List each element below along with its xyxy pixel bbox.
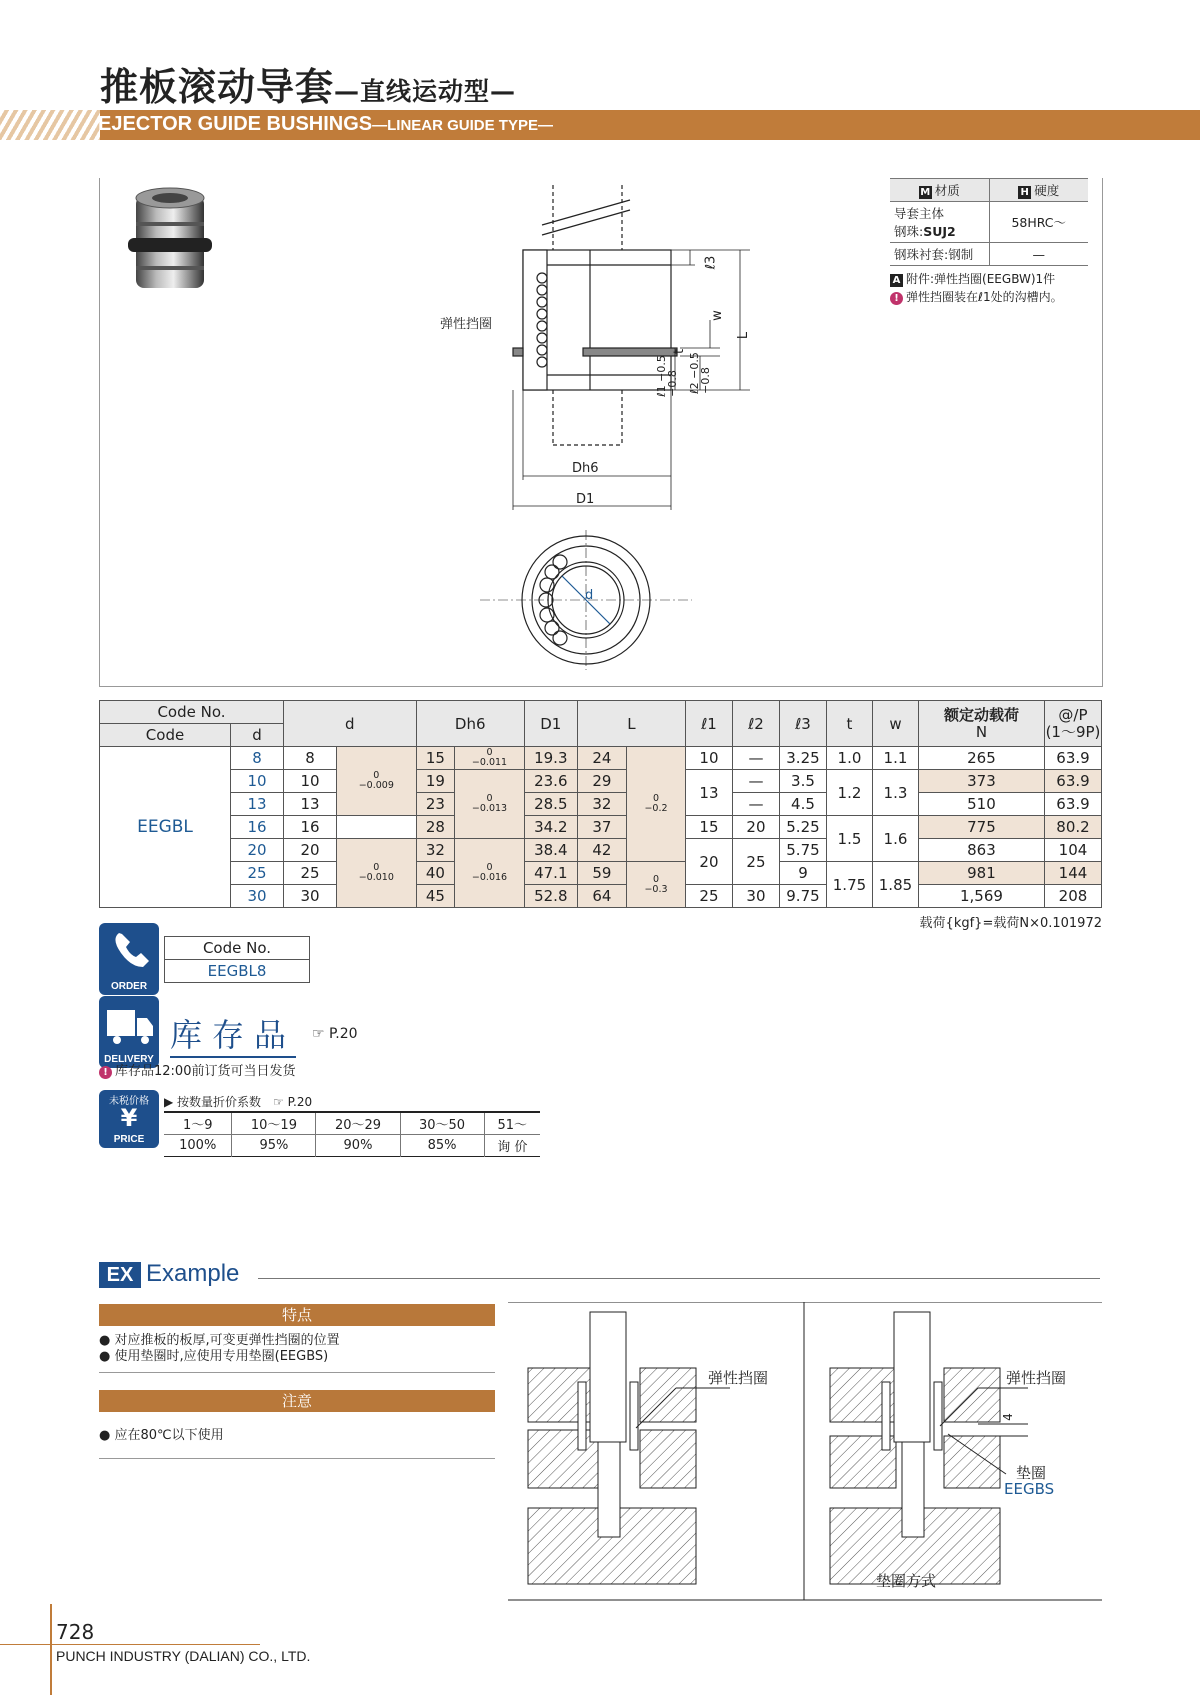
material-header-label: 材质: [934, 183, 960, 198]
example-rule: [258, 1278, 1100, 1279]
cell-price: 80.2: [1044, 816, 1101, 839]
type-code: EEGBL: [100, 747, 231, 908]
divider: [99, 1372, 495, 1373]
warning-icon: !: [890, 292, 903, 305]
fig2-washer-code: EEGBS: [1004, 1480, 1055, 1498]
cell-load: 981: [918, 862, 1044, 885]
L-tol-b-top: 0: [652, 873, 659, 885]
title-cn: 推板滚动导套: [100, 65, 335, 109]
cell-load: 373: [918, 770, 1044, 793]
cell-d1: 19.3: [524, 747, 577, 770]
fig2-washer: 垫圈: [1016, 1464, 1047, 1482]
header-code: Code: [100, 724, 231, 747]
fig1-label: 弹性挡圈: [708, 1369, 769, 1387]
header-l3: ℓ3: [779, 701, 826, 747]
rate-cell: 询 价: [497, 1140, 528, 1155]
cell-price: 144: [1044, 862, 1101, 885]
cell-l3: 9.75: [779, 885, 826, 908]
warning-icon: !: [99, 1066, 112, 1079]
d-tol-blank: [337, 816, 417, 839]
header-price: [1044, 701, 1101, 747]
rate-cell: 100%: [164, 1135, 232, 1157]
d-tol-a: [337, 747, 417, 816]
d-tol-b: [337, 839, 417, 908]
d-tol-b-bot: −0.010: [358, 872, 394, 883]
table-row: [100, 862, 1102, 885]
header-load: [918, 701, 1044, 747]
material-table: [890, 178, 1088, 266]
price-title-text: 按数量折价系数: [177, 1095, 262, 1109]
truck-icon: [99, 996, 159, 1051]
feature-text: 对应推板的板厚,可变更弹性挡圈的位置: [114, 1333, 340, 1348]
delivery-icon: [99, 996, 159, 1068]
dim-l1-tol-lower: −0.8: [665, 370, 679, 397]
dim-l2-tol-upper: −0.5: [687, 352, 701, 379]
dim-l1-tol-upper: −0.5: [654, 355, 668, 382]
cell-L: 64: [577, 885, 626, 908]
header-L: L: [577, 701, 685, 747]
qty-cell: 51〜: [497, 1118, 528, 1133]
cell-d: 13: [284, 793, 337, 816]
cell-price: 63.9: [1044, 747, 1101, 770]
cell-l3: 5.75: [779, 839, 826, 862]
cell-dh6: 19: [416, 770, 455, 793]
L-tol-a: [627, 747, 686, 862]
dh6-tol-c-top: 0: [486, 862, 493, 873]
d-tol-a-bot: −0.009: [358, 780, 394, 791]
cell-price: 104: [1044, 839, 1101, 862]
cell-L: 24: [577, 747, 626, 770]
header-t: t: [826, 701, 872, 747]
cell-t: 1.5: [826, 816, 872, 862]
header-dh6: Dh6: [416, 701, 524, 747]
dim-l1-symbol: ℓ1: [654, 385, 668, 397]
header-price-label: @/P: [1058, 705, 1088, 724]
header-d1: D1: [524, 701, 577, 747]
cell-L: 29: [577, 770, 626, 793]
price-icon-label: PRICE: [113, 1134, 145, 1145]
dh6-tol-a-top: 0: [486, 747, 493, 758]
cell-d1: 52.8: [524, 885, 577, 908]
cell-L: 32: [577, 793, 626, 816]
cell-l2: —: [732, 747, 779, 770]
delivery-note-text: 库存品12:00前订货可当日发货: [115, 1064, 296, 1079]
example-drawings: [508, 1302, 1102, 1602]
footer-rule-h: [0, 1644, 260, 1645]
cell-l3: 5.25: [779, 816, 826, 839]
L-tol-b-bot: −0.3: [644, 883, 668, 895]
dh6-tol-c: [455, 839, 525, 908]
qty-cell: 30〜50: [400, 1112, 484, 1135]
cell-l3: 3.25: [779, 747, 826, 770]
header-code-no: Code No.: [100, 701, 284, 724]
cell-L: 59: [577, 862, 626, 885]
dim-w: w: [709, 310, 725, 321]
cell-price: 208: [1044, 885, 1101, 908]
cell-t: 1.0: [826, 747, 872, 770]
material-row1-line2: 钢珠:: [894, 224, 924, 239]
cell-load: 863: [918, 839, 1044, 862]
dh6-tol-c-bot: −0.016: [471, 872, 508, 883]
dim-l2-tol-lower: −0.8: [698, 367, 712, 394]
features-title: 特点: [99, 1304, 495, 1326]
cell-price: 63.9: [1044, 793, 1101, 816]
order-code-table: [164, 936, 310, 983]
cell-d1: 47.1: [524, 862, 577, 885]
delivery-page-ref[interactable]: ☞ P.20: [312, 1026, 358, 1042]
cell-l3: 9: [779, 862, 826, 885]
cell-dh6: 28: [416, 816, 455, 839]
size-option[interactable]: 8: [231, 747, 284, 770]
cell-dh6: 32: [416, 839, 455, 862]
delivery-note: [99, 1060, 295, 1079]
cell-l1: 15: [685, 816, 732, 839]
phone-icon: [99, 923, 159, 978]
material-note1: [890, 270, 1088, 287]
price-icon: [99, 1090, 159, 1148]
dh6-tol-a-bot: −0.011: [471, 757, 508, 768]
qty-cell: 10〜19: [232, 1112, 316, 1135]
header-load-unit: N: [975, 722, 988, 741]
cell-dh6: 15: [416, 747, 455, 770]
order-code-label: Code No.: [165, 937, 310, 960]
size-option[interactable]: 13: [231, 793, 284, 816]
header-l2: ℓ2: [732, 701, 779, 747]
delivery-page-ref-text: P.20: [329, 1026, 358, 1042]
snap-ring-label: 弹性挡圈: [440, 317, 493, 332]
table-row: [100, 770, 1102, 793]
fig2-caption: 垫圈方式: [876, 1572, 937, 1590]
order-code-value[interactable]: EEGBL8: [165, 960, 310, 983]
cell-t: 1.2: [826, 770, 872, 816]
material-note2-text: 弹性挡圈装在ℓ1处的沟槽内。: [906, 290, 1063, 304]
cell-load: 510: [918, 793, 1044, 816]
page-title: [100, 56, 516, 111]
dh6-tol-b-top: 0: [486, 793, 493, 804]
cell-d: 30: [284, 885, 337, 908]
hardness-header-label: 硬度: [1034, 183, 1060, 198]
cell-price: 63.9: [1044, 770, 1101, 793]
cell-w: 1.6: [872, 816, 918, 862]
cell-d: 16: [284, 816, 337, 839]
price-icon-top: 未税价格: [109, 1096, 149, 1107]
cell-load: 1,569: [918, 885, 1044, 908]
rate-cell: 85%: [400, 1135, 484, 1157]
dim-L: L: [736, 331, 752, 340]
dh6-tol-a: [455, 747, 525, 770]
title-en-sub: —LINEAR GUIDE TYPE—: [372, 117, 553, 134]
cell-d1: 23.6: [524, 770, 577, 793]
dim-t: t: [672, 348, 688, 355]
cell-d: 25: [284, 862, 337, 885]
dim-d: d: [585, 588, 594, 603]
caution-text: 应在80℃以下使用: [114, 1428, 224, 1443]
cell-l3: 4.5: [779, 793, 826, 816]
ex-badge: EX: [99, 1262, 141, 1288]
material-row2-hardness: —: [989, 243, 1088, 266]
qty-cell: 20〜29: [316, 1112, 400, 1135]
L-tol-a-bot: −0.2: [644, 803, 668, 814]
load-footnote: 载荷{kgf}=载荷N×0.101972: [919, 916, 1102, 931]
table-row: [100, 885, 1102, 908]
material-panel: [890, 178, 1088, 305]
order-icon: [99, 923, 159, 995]
size-option[interactable]: 16: [231, 816, 284, 839]
yen-icon: ¥: [120, 1104, 138, 1132]
feature-item: ● 使用垫圈时,应使用专用垫圈(EEGBS): [99, 1349, 329, 1364]
title-en: [98, 113, 553, 136]
cell-l3: 3.5: [779, 770, 826, 793]
header-l1: ℓ1: [685, 701, 732, 747]
cell-L: 37: [577, 816, 626, 839]
material-row2: 钢珠衬套:钢制: [890, 243, 989, 266]
material-icon: M: [920, 187, 931, 198]
cell-d1: 38.4: [524, 839, 577, 862]
fig2-label: 弹性挡圈: [1006, 1369, 1067, 1387]
table-row: [100, 816, 1102, 839]
price-page-ref[interactable]: P.20: [287, 1095, 313, 1109]
company-name: PUNCH INDUSTRY (DALIAN) CO., LTD.: [56, 1648, 311, 1664]
dim-dh6: Dh6: [572, 461, 599, 476]
table-row: [100, 747, 1102, 770]
cell-l1: 10: [685, 747, 732, 770]
table-row: [100, 839, 1102, 862]
cell-l2: 20: [732, 816, 779, 839]
cell-d: 20: [284, 839, 337, 862]
price-title: ▶ 按数量折价系数 ☞ P.20: [164, 1095, 313, 1109]
L-tol-b: [627, 862, 686, 908]
cell-w: 1.1: [872, 747, 918, 770]
hardness-icon: H: [1018, 186, 1031, 199]
dim-l3: ℓ3: [703, 255, 719, 270]
size-option[interactable]: 30: [231, 885, 284, 908]
dim-d1: D1: [576, 492, 595, 507]
header-load-label: 额定动载荷: [943, 705, 1019, 724]
stock-label: 库存品: [170, 1010, 296, 1058]
size-option[interactable]: 10: [231, 770, 284, 793]
L-tol-a-top: 0: [652, 793, 659, 804]
cell-l1: 20: [685, 839, 732, 885]
header-w: w: [872, 701, 918, 747]
cell-l2: 25: [732, 839, 779, 885]
cell-t: 1.75: [826, 862, 872, 908]
table-row: [100, 793, 1102, 816]
cell-d: 8: [284, 747, 337, 770]
cell-d: 10: [284, 770, 337, 793]
dim-l1: [656, 355, 678, 397]
title-en-main: EJECTOR GUIDE BUSHINGS: [98, 113, 373, 135]
cell-w: 1.85: [872, 862, 918, 908]
price-table: [164, 1111, 540, 1157]
cell-l2: —: [732, 793, 779, 816]
cell-d1: 34.2: [524, 816, 577, 839]
page-number: 728: [56, 1620, 95, 1644]
cell-d1: 28.5: [524, 793, 577, 816]
divider: [99, 1458, 495, 1459]
order-icon-label: ORDER: [110, 981, 148, 992]
rate-cell: 90%: [316, 1135, 400, 1157]
material-row1: [890, 202, 989, 243]
cell-load: 265: [918, 747, 1044, 770]
feature-text: 使用垫圈时,应使用专用垫圈(EEGBS): [114, 1349, 329, 1364]
cell-L: 42: [577, 839, 626, 862]
size-option[interactable]: 20: [231, 839, 284, 862]
caution-item: ● 应在80℃以下使用: [99, 1428, 224, 1443]
rate-cell: 95%: [232, 1135, 316, 1157]
header-code-d: d: [231, 724, 284, 747]
material-row1-hardness: 58HRC〜: [989, 202, 1088, 243]
cell-load: 775: [918, 816, 1044, 839]
product-photo: [128, 178, 228, 298]
cell-l2: 30: [732, 885, 779, 908]
fig2-dim: 4: [1000, 1413, 1015, 1421]
material-header: [890, 179, 989, 202]
material-note1-text: 附件:弹性挡圈(EEGBW)1件: [906, 272, 1056, 286]
cell-l2: —: [732, 770, 779, 793]
d-tol-b-top: 0: [373, 862, 380, 873]
header-price-sub: (1〜9P): [1045, 722, 1101, 741]
spec-table: [99, 700, 1102, 908]
qty-cell: 1〜9: [164, 1112, 232, 1135]
cell-dh6: 40: [416, 862, 455, 885]
dh6-tol-b-bot: −0.013: [471, 803, 508, 814]
d-tol-a-top: 0: [373, 770, 380, 781]
material-note2: [890, 288, 1088, 305]
delivery-icon-label: DELIVERY: [104, 1054, 154, 1065]
cell-dh6: 23: [416, 793, 455, 816]
footer-rule-v: [50, 1604, 52, 1695]
note-a-icon: A: [890, 274, 903, 287]
cell-l1: 25: [685, 885, 732, 908]
dh6-tol-b: [455, 770, 525, 839]
dim-l2-symbol: ℓ2: [687, 382, 701, 394]
material-row1-suj2: SUJ2: [923, 224, 956, 239]
material-row1-line1: 导套主体: [894, 206, 945, 221]
title-cn-sub: —直线运动型—: [334, 77, 517, 106]
hardness-header: [989, 179, 1088, 202]
cell-l1: 13: [685, 770, 732, 816]
dim-l2: [689, 352, 711, 394]
title-bar-stripes: [0, 110, 100, 140]
feature-item: ● 对应推板的板厚,可变更弹性挡圈的位置: [99, 1333, 340, 1348]
header-d: d: [284, 701, 417, 747]
cell-w: 1.3: [872, 770, 918, 816]
caution-title: 注意: [99, 1390, 495, 1412]
cell-dh6: 45: [416, 885, 455, 908]
example-title: Example: [146, 1260, 240, 1287]
size-option[interactable]: 25: [231, 862, 284, 885]
